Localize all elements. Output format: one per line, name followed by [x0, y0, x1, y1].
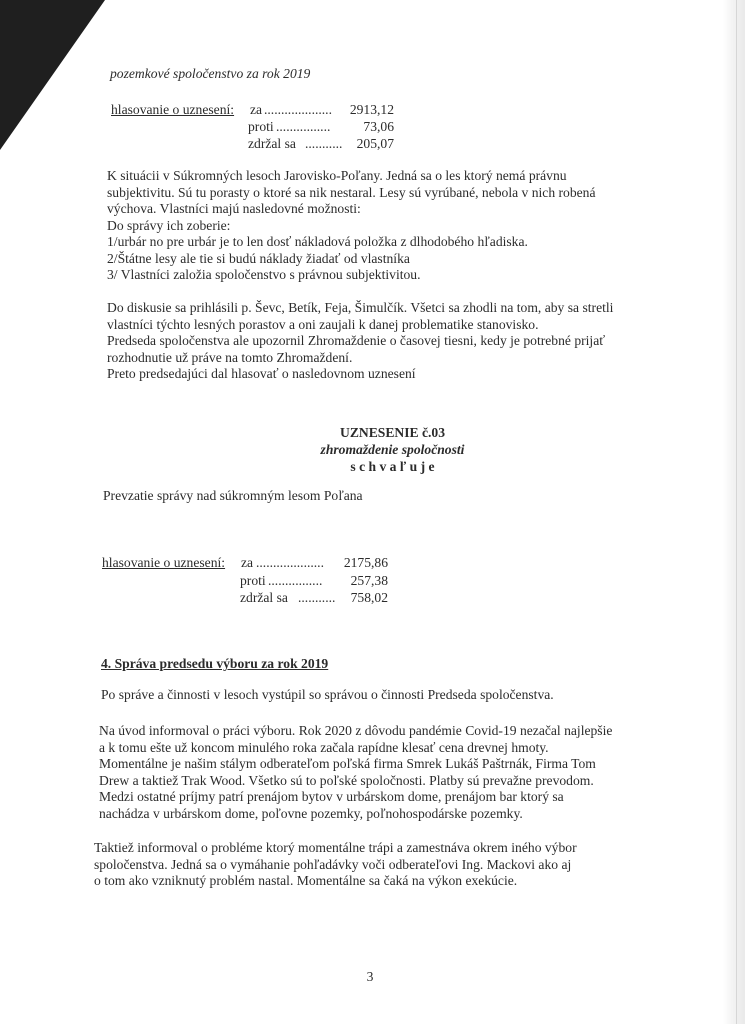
text-line: spoločenstva. Jedná sa o vymáhanie pohľadávky voči odberateľovi Ing. Mackovi ako aj	[94, 856, 572, 872]
resolution-verb: s c h v a ľ u j e	[350, 459, 435, 474]
vote-row-name: za	[241, 555, 254, 570]
discussion-paragraph	[107, 300, 667, 383]
vote-row-name: zdržal sa	[240, 590, 288, 605]
text-line: o tom ako vzniknutý problém nastal. Momentálne sa čaká na výkon exekúcie.	[94, 873, 518, 888]
header-line: pozemkové spoločenstvo za rok 2019	[110, 66, 311, 81]
vote-row-dots: ....................	[264, 102, 332, 117]
section-4-heading: 4. Správa predsedu výboru za rok 2019	[101, 656, 329, 671]
text-line: Predseda spoločenstva ale upozornil Zhromaždenie o časovej tiesni, kedy je potrebné prijať	[107, 333, 606, 348]
text-line: Preto predsedajúci dal hlasovať o nasledovnom uznesení	[107, 366, 416, 381]
vote-row-name: za	[250, 102, 263, 117]
text-line: vlastníci týchto lesných porastov a oni zaujali k danej problematike stanovisko.	[107, 316, 539, 332]
vote-row-name: proti	[248, 119, 274, 134]
text-line: a k tomu ešte už koncom minulého roka začala rapídne klesať cena drevnej hmoty.	[99, 739, 549, 755]
forest-situation-paragraph	[107, 168, 662, 284]
text-line: Na úvod informoval o práci výboru. Rok 2020 z dôvodu pandémie Covid-19 nezačal najlepšie	[99, 723, 613, 738]
page-edge-shadow	[723, 0, 745, 1024]
text-line: Taktiež informoval o probléme ktorý momentálne trápi a zamestnáva okrem iného výbor	[94, 840, 577, 855]
vote-row-dots: ....................	[256, 555, 324, 570]
vote-row-value: 257,38	[350, 573, 388, 588]
text-line: Drew a taktiež Trak Wood. Všetko sú to poľské spoločnosti. Platby sú prevažne prevodom.	[99, 772, 594, 788]
vote-label: hlasovanie o uznesení:	[102, 555, 226, 570]
committee-report-paragraph	[99, 723, 665, 822]
resolution-text: Prevzatie správy nad súkromným lesom Poľana	[103, 488, 363, 503]
resolution-title: UZNESENIE č.03	[340, 425, 445, 440]
vote-row-name: proti	[240, 573, 266, 588]
text-line: Do diskusie sa prihlásili p. Ševc, Betík, Feja, Šimulčík. Všetci sa zhodli na tom, aby sa stretli	[107, 300, 614, 315]
vote-label: hlasovanie o uznesení:	[111, 102, 235, 117]
text-line: 2/Štátne lesy ale tie si budú náklady žiadať od vlastníka	[107, 250, 410, 266]
text-line: Momentálne je našim stálym odberateľom poľská firma Smrek Lukáš Paštrnák, Firma Tom	[99, 756, 596, 771]
vote-row-dots: ...........	[298, 590, 336, 605]
receivable-issue-paragraph	[94, 840, 665, 890]
text-line: Do správy ich zoberie:	[107, 217, 231, 233]
section-4-intro: Po správe a činnosti v lesoch vystúpil so správou o činnosti Predseda spoločenstva.	[101, 687, 554, 702]
resolution-subtitle: zhromaždenie spoločnosti	[320, 442, 465, 457]
text-line: subjektivitu. Sú tu porasty o ktoré sa nik nestaral. Lesy sú vyrúbané, nebola v nich robená	[107, 184, 596, 200]
vote-row-value: 73,06	[363, 119, 394, 134]
text-line: 3/ Vlastníci založia spoločenstvo s právnou subjektivitou.	[107, 267, 421, 282]
vote-row-value: 205,07	[356, 136, 394, 151]
vote-row-value: 2175,86	[343, 555, 388, 570]
text-line: K situácii v Súkromných lesoch Jarovisko-Poľany. Jedná sa o les ktorý nemá právnu	[107, 168, 567, 183]
text-line: výchova. Vlastníci majú nasledovné možnosti:	[107, 201, 361, 216]
page-number: 3	[366, 969, 374, 984]
page-edge-line	[736, 0, 737, 1024]
vote-row-name: zdržal sa	[248, 136, 296, 151]
vote-row-dots: ................	[276, 119, 331, 134]
vote-row-dots: ................	[268, 573, 323, 588]
text-line: rozhodnutie už práve na tomto Zhromaždení.	[107, 349, 353, 365]
vote-row-dots: ...........	[305, 136, 343, 151]
text-line: nachádza v urbárskom dome, poľovne pozemky, poľnohospodárske pozemky.	[99, 805, 523, 821]
text-line: 1/urbár no pre urbár je to len dosť nákladová položka z dlhodobého hľadiska.	[107, 234, 528, 249]
vote-row-value: 2913,12	[349, 102, 394, 117]
vote-row-value: 758,02	[350, 590, 388, 605]
folded-corner	[0, 0, 105, 150]
text-line: Medzi ostatné príjmy patrí prenájom bytov v urbárskom dome, prenájom bar ktorý sa	[99, 789, 564, 804]
